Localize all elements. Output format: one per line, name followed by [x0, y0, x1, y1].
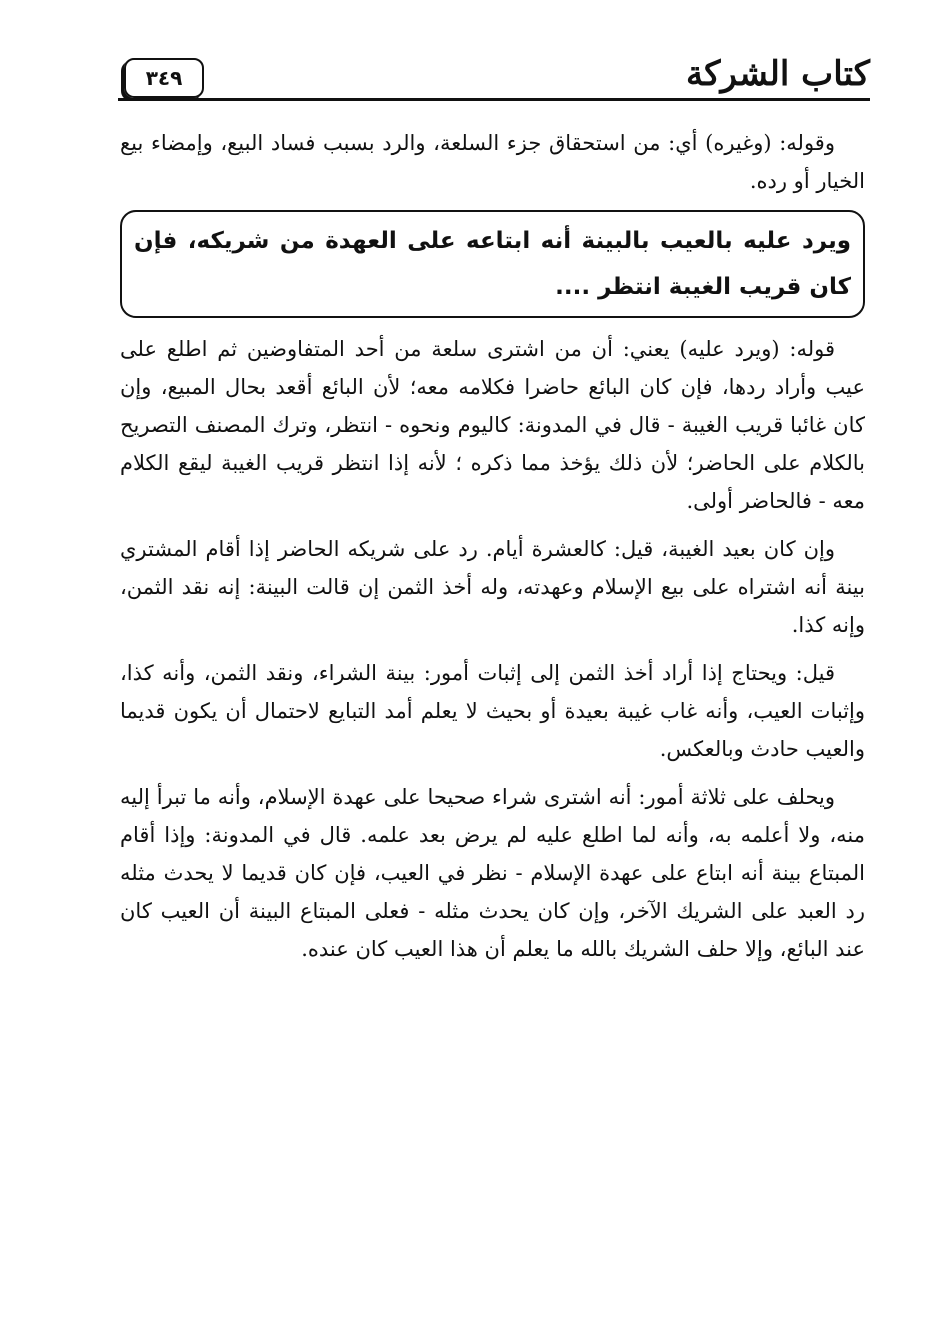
book-title: كتاب الشركة	[686, 54, 870, 94]
page-number-badge	[124, 58, 204, 98]
paragraph-1: وقوله: (وغيره) أي: من استحقاق جزء السلعة، والرد بسبب فساد البيع، وإمضاء بيع الخيار أو رده.	[120, 131, 865, 193]
matn-text-box	[120, 210, 865, 318]
header-divider	[118, 98, 870, 101]
paragraph-5: ويحلف على ثلاثة أمور: أنه اشترى شراء صحيحا على عهدة الإسلام، وأنه ما تبرأ إليه منه، ولا أعلمه به، وأنه لما اطلع عليه لم يرض بعد علمه. قال في المدونة: وإذا أقام المبتاع بينة أنه ابتاع على عهدة الإسلام - نظر في العيب، فإن كان قديما لا يحدث مثله رد العبد على الشريك الآخر، وإن كان يحدث مثله - فعلى المبتاع البينة أن العيب كان عند البائع، وإلا حلف الشريك بالله ما يعلم أن هذا العيب كان عنده.	[120, 785, 865, 961]
page-header	[118, 52, 870, 108]
page-number: ٣٤٩	[145, 66, 183, 90]
paragraph-4: قيل: ويحتاج إذا أراد أخذ الثمن إلى إثبات أمور: بينة الشراء، ونقد الثمن، وأنه كذا، وإثبات العيب، وأنه غاب غيبة بعيدة أو بحيث لا يعلم أمد التبايع لاحتمال أن يكون قديما والعيب حادث وبالعكس.	[120, 661, 865, 761]
page-body	[120, 124, 865, 978]
matn-text: ويرد عليه بالعيب بالبينة أنه ابتاعه على العهدة من شريكه، فإن كان قريب الغيبة انتظر ....	[134, 228, 851, 300]
paragraph-3: وإن كان بعيد الغيبة، قيل: كالعشرة أيام. رد على شريكه الحاضر إذا أقام المشتري بينة أنه اشتراه على بيع الإسلام وعهدته، وله أخذ الثمن إن قالت البينة: إنه نقد الثمن، وإنه كذا.	[120, 537, 865, 637]
paragraph-2: قوله: (ويرد عليه) يعني: أن من اشترى سلعة من أحد المتفاوضين ثم اطلع على عيب وأراد ردها، فإن كان البائع حاضرا فكلامه معه؛ لأن البائع أقعد بحال المبيع، وإن كان غائبا قريب الغيبة - قال في المدونة: كاليوم ونحوه - انتظر، وترك المصنف التصريح بالكلام على الحاضر؛ لأن ذلك يؤخذ مما ذكره ؛ لأنه إذا انتظر قريب الغيبة ليقع الكلام معه - فالحاضر أولى.	[120, 337, 865, 513]
